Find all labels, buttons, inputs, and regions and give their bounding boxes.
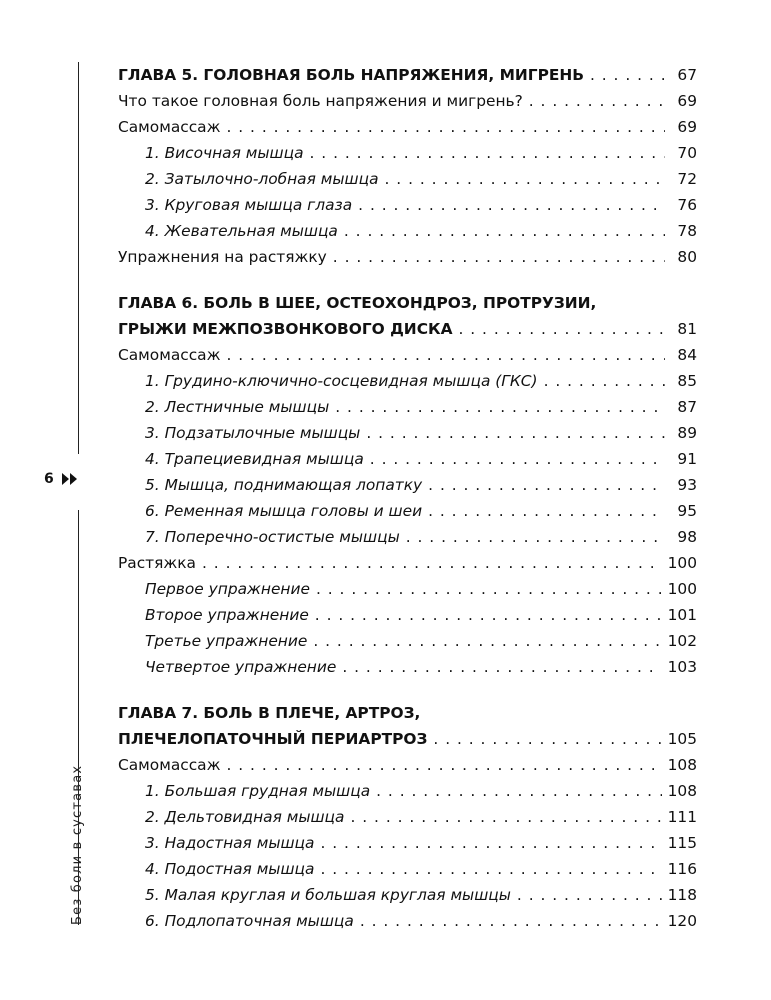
dot-leader <box>226 114 665 140</box>
dot-leader <box>320 830 661 856</box>
page-number-marker <box>44 471 78 487</box>
toc-entry-title: 5. Мышца, поднимающая лопатку <box>145 476 423 494</box>
toc-entry-title: 1. Височная мышца <box>145 144 304 162</box>
dot-leader <box>433 726 661 752</box>
dot-leader <box>406 524 665 550</box>
toc-entry-title: Самомассаж <box>118 756 221 774</box>
dot-leader <box>342 654 661 680</box>
toc-entry-page: 85 <box>677 372 697 390</box>
toc-entry <box>118 316 697 342</box>
dot-leader <box>310 140 665 166</box>
toc-entry-page: 101 <box>667 606 697 624</box>
toc-entry-title: Четвертое упражнение <box>145 658 337 676</box>
toc-entry <box>118 524 697 550</box>
toc-entry <box>118 908 697 934</box>
dot-leader <box>315 602 662 628</box>
toc-entry-page: 91 <box>677 450 697 468</box>
toc-entry <box>118 114 697 140</box>
toc-entry-title: ГЛАВА 7. БОЛЬ В ПЛЕЧЕ, АРТРОЗ, <box>118 704 421 722</box>
double-arrow-icon <box>62 473 78 485</box>
toc-entry-title: 1. Грудино-ключично-сосцевидная мышца (ГКС) <box>145 372 538 390</box>
dot-leader <box>517 882 662 908</box>
toc-entry-title: Первое упражнение <box>145 580 310 598</box>
dot-leader <box>226 342 665 368</box>
toc-entry <box>118 368 697 394</box>
toc-entry-page: 100 <box>667 554 697 572</box>
toc-entry-page: 95 <box>677 502 697 520</box>
toc-entry-page: 80 <box>677 248 697 266</box>
toc-entry-page: 87 <box>677 398 697 416</box>
margin-rule-top <box>78 62 79 454</box>
toc-entry-title: 4. Подостная мышца <box>145 860 315 878</box>
toc-entry <box>118 166 697 192</box>
toc-entry <box>118 602 697 628</box>
toc-entry-page: 89 <box>677 424 697 442</box>
toc-entry <box>118 472 697 498</box>
toc-entry-page: 108 <box>667 756 697 774</box>
toc-entry-title: Что такое головная боль напряжения и мигрень? <box>118 92 523 110</box>
toc-entry-title: 2. Затылочно-лобная мышца <box>145 170 379 188</box>
toc-entry-title: Самомассаж <box>118 118 221 136</box>
toc-entry <box>118 140 697 166</box>
dot-leader <box>320 856 661 882</box>
toc-entry-title: 6. Ременная мышца головы и шеи <box>145 502 423 520</box>
dot-leader <box>350 804 661 830</box>
toc-entry-page: 100 <box>667 580 697 598</box>
dot-leader <box>333 244 665 270</box>
dot-leader <box>366 420 665 446</box>
dot-leader <box>316 576 662 602</box>
toc-entry <box>118 192 697 218</box>
toc-entry <box>118 882 697 908</box>
toc-entry <box>118 628 697 654</box>
toc-entry-title: Самомассаж <box>118 346 221 364</box>
toc-entry <box>118 778 697 804</box>
toc-entry-title: Упражнения на растяжку <box>118 248 327 266</box>
toc-entry-page: 69 <box>677 118 697 136</box>
toc-entry-title: ГЛАВА 5. ГОЛОВНАЯ БОЛЬ НАПРЯЖЕНИЯ, МИГРЕНЬ <box>118 66 584 84</box>
dot-leader <box>358 192 665 218</box>
toc-entry-page: 69 <box>677 92 697 110</box>
toc-entry-page: 102 <box>667 632 697 650</box>
toc-entry-title: 7. Поперечно-остистые мышцы <box>145 528 400 546</box>
dot-leader <box>529 88 665 114</box>
toc-entry <box>118 726 697 752</box>
page-number: 6 <box>44 471 54 487</box>
toc-entry-title: Растяжка <box>118 554 196 572</box>
toc-entry <box>118 752 697 778</box>
toc-entry <box>118 244 697 270</box>
toc-entry <box>118 700 697 726</box>
toc-entry <box>118 576 697 602</box>
dot-leader <box>313 628 661 654</box>
toc-entry-title: 2. Лестничные мышцы <box>145 398 330 416</box>
dot-leader <box>458 316 665 342</box>
toc-entry-page: 105 <box>667 730 697 748</box>
toc-entry <box>118 394 697 420</box>
toc-entry <box>118 88 697 114</box>
toc-entry-title: 3. Круговая мышца глаза <box>145 196 353 214</box>
toc-entry-title: Второе упражнение <box>145 606 309 624</box>
toc-entry-title: 3. Надостная мышца <box>145 834 315 852</box>
dot-leader <box>202 550 662 576</box>
toc-entry-page: 70 <box>677 144 697 162</box>
toc-entry-page: 72 <box>677 170 697 188</box>
dot-leader <box>360 908 662 934</box>
toc-entry-page: 81 <box>677 320 697 338</box>
toc-entry-title: Третье упражнение <box>145 632 308 650</box>
toc-entry-title: 4. Трапециевидная мышца <box>145 450 364 468</box>
dot-leader <box>590 62 665 88</box>
dot-leader <box>544 368 665 394</box>
toc-entry-title: 6. Подлопаточная мышца <box>145 912 354 930</box>
toc-entry-title: 3. Подзатылочные мышцы <box>145 424 361 442</box>
dot-leader <box>344 218 665 244</box>
toc-entry-page: 116 <box>667 860 697 878</box>
toc-entry <box>118 654 697 680</box>
toc-entry <box>118 290 697 316</box>
toc-entry <box>118 62 697 88</box>
toc-entry <box>118 420 697 446</box>
toc-entry-page: 118 <box>667 886 697 904</box>
toc-entry-title: ГРЫЖИ МЕЖПОЗВОНКОВОГО ДИСКА <box>118 320 453 338</box>
toc-entry-title: ГЛАВА 6. БОЛЬ В ШЕЕ, ОСТЕОХОНДРОЗ, ПРОТРУЗИИ, <box>118 294 597 312</box>
toc-entry <box>118 446 697 472</box>
toc-entry-page: 84 <box>677 346 697 364</box>
toc-entry-page: 111 <box>667 808 697 826</box>
table-of-contents <box>118 62 697 934</box>
toc-entry-title: 4. Жевательная мышца <box>145 222 338 240</box>
dot-leader <box>370 446 665 472</box>
toc-entry-page: 98 <box>677 528 697 546</box>
toc-entry <box>118 804 697 830</box>
toc-entry <box>118 218 697 244</box>
toc-entry-page: 115 <box>667 834 697 852</box>
toc-entry-page: 108 <box>667 782 697 800</box>
dot-leader <box>335 394 665 420</box>
toc-entry-title: 1. Большая грудная мышца <box>145 782 371 800</box>
toc-entry-title: 2. Дельтовидная мышца <box>145 808 345 826</box>
toc-entry <box>118 856 697 882</box>
toc-entry-title: 5. Малая круглая и большая круглая мышцы <box>145 886 511 904</box>
toc-entry-page: 67 <box>677 66 697 84</box>
toc-entry <box>118 498 697 524</box>
dot-leader <box>428 498 665 524</box>
toc-entry <box>118 342 697 368</box>
dot-leader <box>376 778 661 804</box>
toc-entry-page: 93 <box>677 476 697 494</box>
toc-entry-page: 103 <box>667 658 697 676</box>
toc-entry-page: 120 <box>667 912 697 930</box>
toc-entry <box>118 550 697 576</box>
dot-leader <box>385 166 665 192</box>
dot-leader <box>428 472 665 498</box>
toc-entry-page: 78 <box>677 222 697 240</box>
toc-entry-title: ПЛЕЧЕЛОПАТОЧНЫЙ ПЕРИАРТРОЗ <box>118 730 428 748</box>
toc-entry <box>118 830 697 856</box>
dot-leader <box>226 752 661 778</box>
toc-entry-page: 76 <box>677 196 697 214</box>
running-title: Без боли в суставах <box>70 764 85 925</box>
